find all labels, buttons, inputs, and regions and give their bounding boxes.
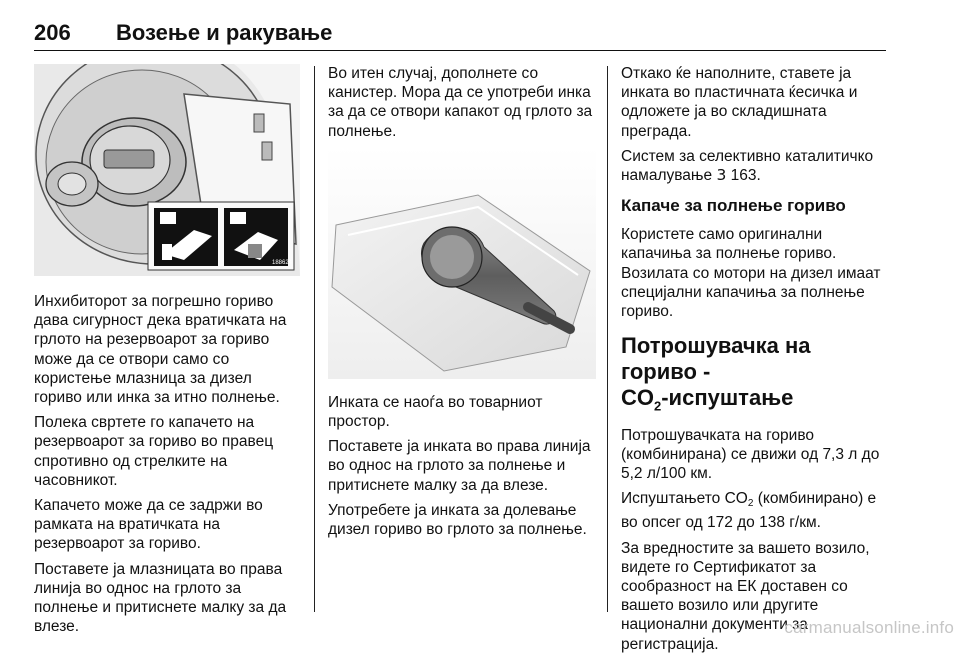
- paragraph: Полека свртете го капачето на резервоарот за гориво во правец спротивно од стрелките на часовникот.: [34, 414, 274, 489]
- main-heading-part2: -испуштање: [661, 385, 794, 411]
- paragraph: Поставете ја млазницата во права линија во однос на грлото за полнење и притиснете малку за да влезе.: [34, 560, 287, 636]
- site-watermark: carmanualsonline.info: [784, 618, 954, 637]
- fuel-filler-illustration: [34, 64, 300, 276]
- main-heading-subscript: 2: [654, 398, 662, 414]
- main-heading-co: CO: [621, 385, 654, 411]
- funnel-figure: [328, 147, 596, 379]
- reference-text: Систем за селективно каталитичко намалување: [621, 147, 874, 185]
- paragraph: Користете само оригинални капачиња за полнење гориво. Возилата со мотори на дизел имаат специјални капачиња за полнење гориво.: [621, 226, 881, 321]
- emission-text-a: Испуштањето CO: [621, 490, 748, 508]
- paragraph: Во итен случај, дополнете со канистер. Мора да се употреби инка за да се отвори капакот од грлото за полнење.: [328, 65, 593, 140]
- page-number: 206: [34, 20, 71, 45]
- paragraph: Потрошувачката на гориво (комбинирана) се движи од 7,3 л до 5,2 л/100 км.: [621, 426, 880, 483]
- page-title: Возење и ракување: [116, 20, 333, 45]
- column-divider: [607, 66, 608, 612]
- paragraph: Употребете ја инката за долевање дизел гориво во грлото за полнење.: [328, 501, 587, 539]
- paragraph: Инхибиторот за погрешно гориво дава сигурност дека вратичката на грлото на резервоарот за гориво може да се отвори само со користење млазница за дизел гориво или инка за итно полнење.: [34, 293, 287, 407]
- column-2: [328, 64, 596, 545]
- paragraph-with-reference: [621, 147, 887, 185]
- column-3: [621, 64, 887, 660]
- page-reference-icon: 3: [716, 166, 727, 185]
- fuel-filler-figure: [34, 64, 300, 276]
- paragraph: Капачето може да се задржи во рамката на вратичката на резервоарот за гориво.: [34, 497, 263, 553]
- column-divider: [314, 66, 315, 612]
- paragraph: Поставете ја инката во права линија во однос на грлото за полнење и притиснете малку за да влезе.: [328, 438, 591, 494]
- page-header: [34, 18, 886, 51]
- paragraph: [621, 489, 887, 532]
- paragraph: За вредностите за вашето возило, видете го Сертификатот за сообразност на ЕК доставен со вашето возило или другите национални документи за регистрација.: [621, 539, 870, 653]
- funnel-in-bag-illustration: [328, 147, 596, 379]
- column-1: [34, 64, 300, 642]
- figure-code: 188624: [272, 260, 293, 266]
- emission-text-b: (комбинирано) е во опсег од 172 до 138 г/км.: [621, 490, 877, 532]
- main-heading: [621, 333, 887, 419]
- section-heading: Капаче за полнење гориво: [621, 196, 846, 216]
- paragraph: Откако ќе наполните, ставете ја инката во пластичната ќесичка и одложете ја во складишната преграда.: [621, 65, 858, 140]
- emission-subscript: 2: [747, 498, 754, 510]
- page-reference[interactable]: 163.: [730, 167, 761, 185]
- main-heading-part1: Потрошувачка на гориво -: [621, 333, 811, 385]
- paragraph: Инката се наоѓа во товарниот простор.: [328, 393, 543, 431]
